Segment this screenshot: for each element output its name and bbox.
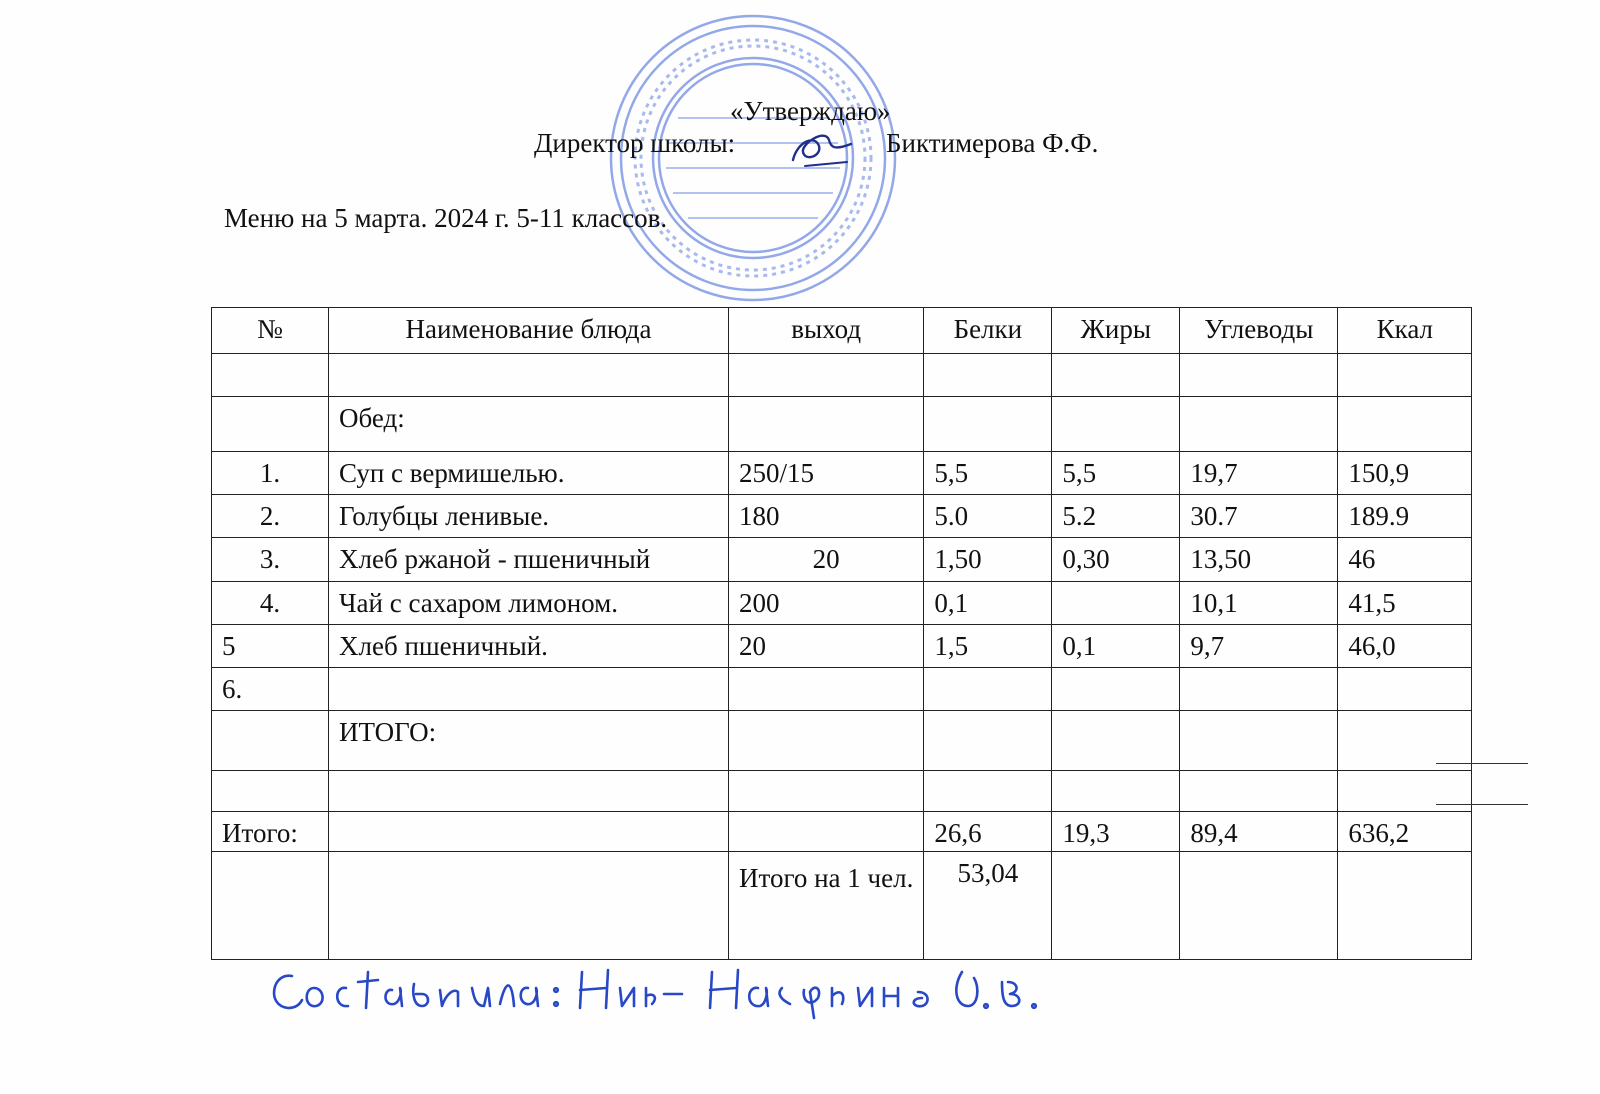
item-num: 1. — [212, 452, 329, 495]
per-person-label: Итого на 1 чел. — [729, 852, 924, 960]
item-carbs: 30.7 — [1180, 495, 1338, 538]
table-row — [212, 668, 1472, 711]
item-name: Голубцы ленивые. — [329, 495, 729, 538]
compiled-by-signature — [262, 958, 1112, 1028]
item-protein: 1,5 — [924, 625, 1052, 668]
item-protein: 1,50 — [924, 538, 1052, 582]
table-row-empty — [212, 354, 1472, 397]
director-signature — [785, 122, 855, 172]
item-num: 3. — [212, 538, 329, 582]
total-carbs: 89,4 — [1180, 812, 1338, 852]
table-row-section — [212, 397, 1472, 452]
itogo-upper-label: ИТОГО: — [329, 711, 729, 771]
item-name: Хлеб пшеничный. — [329, 625, 729, 668]
item-name: Чай с сахаром лимоном. — [329, 582, 729, 625]
item-num: 2. — [212, 495, 329, 538]
item-name: Хлеб ржаной - пшеничный — [329, 538, 729, 582]
item-fat: 0,30 — [1052, 538, 1180, 582]
table-row — [212, 495, 1472, 538]
item-fat — [1052, 582, 1180, 625]
menu-table — [211, 307, 1472, 960]
item-protein: 5,5 — [924, 452, 1052, 495]
director-line — [534, 128, 1099, 159]
item-kcal: 41,5 — [1338, 582, 1472, 625]
table-header-row — [212, 308, 1472, 354]
item-protein: 0,1 — [924, 582, 1052, 625]
header-protein: Белки — [924, 308, 1052, 354]
item-carbs — [1180, 668, 1338, 711]
total-label: Итого: — [212, 812, 329, 852]
director-label: Директор школы: — [534, 128, 736, 158]
section-label: Обед: — [329, 397, 729, 452]
item-yield: 180 — [729, 495, 924, 538]
item-kcal — [1338, 668, 1472, 711]
item-yield: 200 — [729, 582, 924, 625]
total-kcal: 636,2 — [1338, 812, 1472, 852]
table-extension-line — [1436, 763, 1528, 764]
item-yield: 20 — [729, 538, 924, 582]
table-extension-line — [1436, 804, 1528, 805]
header-fat: Жиры — [1052, 308, 1180, 354]
approval-heading: «Утверждаю» — [730, 96, 891, 126]
item-yield: 20 — [729, 625, 924, 668]
per-person-value: 53,04 — [924, 852, 1052, 960]
header-name: Наименование блюда — [329, 308, 729, 354]
item-fat: 5.2 — [1052, 495, 1180, 538]
item-carbs: 9,7 — [1180, 625, 1338, 668]
item-yield: 250/15 — [729, 452, 924, 495]
item-carbs: 13,50 — [1180, 538, 1338, 582]
item-name — [329, 668, 729, 711]
table-row — [212, 625, 1472, 668]
item-protein — [924, 668, 1052, 711]
director-name: Биктимерова Ф.Ф. — [886, 128, 1099, 158]
table-row-per-person — [212, 852, 1472, 960]
item-carbs: 19,7 — [1180, 452, 1338, 495]
item-num: 6. — [212, 668, 329, 711]
item-protein: 5.0 — [924, 495, 1052, 538]
item-num: 5 — [212, 625, 329, 668]
item-kcal: 150,9 — [1338, 452, 1472, 495]
header-yield: выход — [729, 308, 924, 354]
table-row-empty — [212, 771, 1472, 812]
total-fat: 19,3 — [1052, 812, 1180, 852]
table-row — [212, 582, 1472, 625]
item-num: 4. — [212, 582, 329, 625]
item-fat: 0,1 — [1052, 625, 1180, 668]
table-row — [212, 538, 1472, 582]
item-yield — [729, 668, 924, 711]
table-row-itogo-upper — [212, 711, 1472, 771]
item-kcal: 46 — [1338, 538, 1472, 582]
menu-title: Меню на 5 марта. 2024 г. 5-11 классов. — [224, 203, 668, 233]
table-row — [212, 452, 1472, 495]
item-name: Суп с вермишелью. — [329, 452, 729, 495]
item-kcal: 46,0 — [1338, 625, 1472, 668]
header-num: № — [212, 308, 329, 354]
header-carbs: Углеводы — [1180, 308, 1338, 354]
item-fat: 5,5 — [1052, 452, 1180, 495]
header-kcal: Ккал — [1338, 308, 1472, 354]
total-protein: 26,6 — [924, 812, 1052, 852]
table-row-total — [212, 812, 1472, 852]
item-kcal: 189.9 — [1338, 495, 1472, 538]
item-fat — [1052, 668, 1180, 711]
item-carbs: 10,1 — [1180, 582, 1338, 625]
